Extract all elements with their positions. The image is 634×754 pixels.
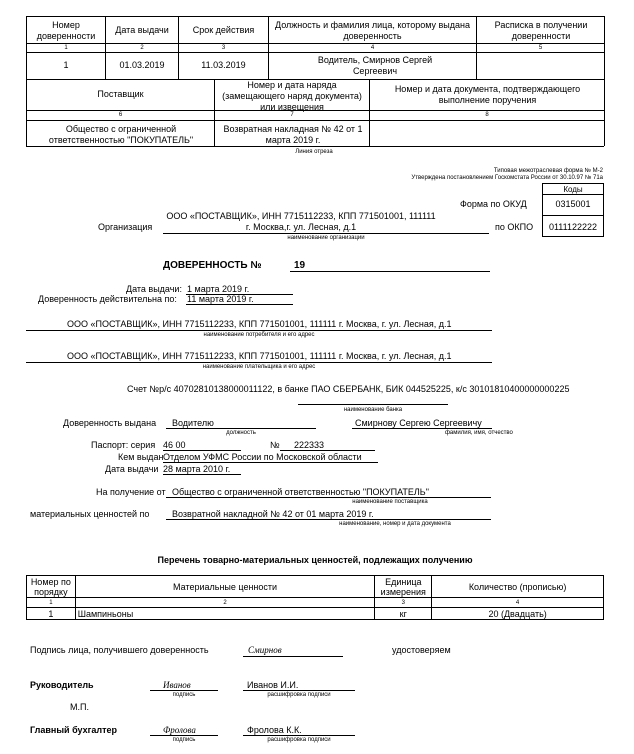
spine-num: 4 [370, 45, 375, 51]
certify-label: удостоверяем [392, 645, 451, 655]
table-header: Номер по порядку [27, 576, 76, 598]
okud-value: 0315001 [555, 199, 591, 209]
spine-header-number: Номер доверенности [36, 20, 96, 41]
spine-row-valid-until: 11.03.2019 [201, 60, 246, 70]
spine-row-order: Возвратная накладная № 42 от 1 марта 2019 г. [223, 124, 363, 145]
passport-series: 46 00 [163, 440, 186, 450]
head-name: Иванов И.И. [247, 680, 299, 690]
head-label: Руководитель [30, 680, 94, 690]
spine-row-number: 1 [63, 60, 69, 70]
spine-num: 5 [538, 45, 543, 51]
values-label: материальных ценностей по [30, 509, 150, 519]
payer-caption: наименование плательщика и его адрес [202, 364, 316, 370]
consumer-caption: наименование потребителя и его адрес [203, 332, 315, 338]
table-header: Единица измерения [375, 576, 432, 598]
passport-number: 222333 [294, 440, 325, 450]
org-caption: наименование организации [287, 235, 365, 241]
spine-header-issue-date: Дата выдачи [115, 25, 169, 35]
spine-header-valid-until: Срок действия [192, 25, 255, 35]
okud-label: Форма по ОКУД [460, 199, 527, 209]
issued-by-label: Кем выдан [118, 452, 164, 462]
doc-caption: наименование, номер и дата документа [339, 521, 451, 527]
issue-date-value: 1 марта 2019 г. [187, 284, 250, 294]
issue-date-label: Дата выдачи: [126, 284, 182, 294]
table-header: Количество (прописью) [432, 576, 604, 598]
issued-to-label: Доверенность выдана [63, 418, 157, 428]
head-sign-caption: подпись [172, 692, 196, 698]
okpo-value: 0111122222 [548, 222, 598, 232]
org-value: ООО «ПОСТАВЩИК», ИНН 7715112233, КПП 771501001, 111111 г. Москва,г. ул. Лесная, д.1 [166, 211, 436, 232]
table-col-num: 3 [375, 598, 432, 608]
passport-date-value: 28 марта 2010 г. [163, 464, 231, 474]
accountant-sign-caption: подпись [172, 737, 196, 743]
accountant-name: Фролова К.К. [247, 725, 302, 735]
spine-header-confirm: Номер и дата документа, подтверждающего выполнение поручения [394, 84, 581, 105]
spine-header-order: Номер и дата наряда (замещающего наряд документа) или извещения [222, 80, 362, 112]
receive-from-label: На получение от [96, 487, 166, 497]
item-unit: кг [375, 608, 432, 620]
table-col-num: 4 [432, 598, 604, 608]
spine-num: 8 [485, 112, 489, 118]
valid-label: Доверенность действительна по: [38, 294, 177, 304]
doc-title: ДОВЕРЕННОСТЬ № [163, 260, 262, 271]
okpo-label: по ОКПО [495, 222, 534, 232]
doc-number: 19 [294, 260, 306, 271]
values-doc: Возвратной накладной № 42 от 01 марта 2019 г. [172, 509, 374, 519]
spine-num: 7 [290, 112, 294, 118]
spine-num: 1 [64, 45, 68, 51]
head-decode-caption: расшифровка подписи [267, 692, 331, 698]
form-standard-line1: Типовая межотраслевая форма № М-2 [493, 168, 603, 174]
position-value: Водителю [172, 418, 214, 428]
stamp-place: М.П. [70, 702, 89, 712]
spine-row-supplier: Общество с ограниченной ответственностью "ПОКУПАТЕЛЬ" [48, 124, 194, 145]
position-caption: должность [226, 430, 256, 436]
person-value: Смирнову Сергею Сергеевичу [355, 418, 482, 428]
spine-row-person: Водитель, Смирнов Сергей Сергеевич [317, 55, 433, 76]
table-header: Материальные ценности [75, 576, 375, 598]
cut-line-label: Линия отреза [295, 149, 333, 155]
payer-value: ООО «ПОСТАВЩИК», ИНН 7715112233, КПП 771501001, 111111 г. Москва, г. ул. Лесная, д.1 [67, 351, 452, 361]
person-caption: фамилия, имя, отчество [445, 430, 513, 436]
head-signature: Иванов [163, 680, 191, 690]
item-no: 1 [27, 608, 76, 620]
codes-label: Коды [563, 185, 583, 194]
consumer-value: ООО «ПОСТАВЩИК», ИНН 7715112233, КПП 771501001, 111111 г. Москва, г. ул. Лесная, д.1 [67, 319, 452, 329]
spine-header-receipt: Расписка в получении доверенности [494, 20, 588, 41]
spine-num: 2 [140, 45, 144, 51]
accountant-decode-caption: расшифровка подписи [267, 737, 331, 743]
issued-by-value: Отделом УФМС России по Московской области [163, 452, 362, 462]
passport-no-label: № [270, 440, 280, 450]
org-label: Организация [98, 222, 153, 232]
spine-row-issue-date: 01.03.2019 [119, 60, 165, 70]
table-row [27, 608, 604, 620]
table-col-num: 2 [75, 598, 375, 608]
spine-header-supplier: Поставщик [97, 89, 144, 99]
spine-header-person: Должность и фамилия лица, которому выдана доверенность [275, 20, 470, 41]
form-standard-line2: Утверждена постановлением Госкомстата России от 30.10.97 № 71а [411, 175, 603, 181]
items-table [26, 575, 604, 620]
list-title: Перечень товарно-материальных ценностей, подлежащих получению [157, 555, 473, 565]
passport-label: Паспорт: серия [91, 440, 156, 450]
valid-value: 11 марта 2019 г. [187, 294, 254, 304]
recipient-signature: Смирнов [248, 645, 282, 655]
supplier-caption: наименование поставщика [352, 499, 428, 505]
recipient-sign-label: Подпись лица, получившего доверенность [30, 645, 209, 655]
receive-from-value: Общество с ограниченной ответственностью "ПОКУПАТЕЛЬ" [172, 487, 429, 497]
accountant-signature: Фролова [163, 725, 196, 735]
bank-caption: наименование банка [343, 407, 403, 413]
item-qty: 20 (Двадцать) [432, 608, 604, 620]
spine-num: 3 [221, 45, 226, 51]
item-name: Шампиньоны [75, 608, 375, 620]
account-value: Счет №р/с 40702810138000011122, в банке ПАО СБЕРБАНК, БИК 044525225, к/с 30101810400000000225 [127, 384, 570, 394]
table-col-num: 1 [27, 598, 76, 608]
accountant-label: Главный бухгалтер [30, 725, 118, 735]
passport-date-label: Дата выдачи [105, 464, 159, 474]
spine-num: 6 [118, 112, 123, 118]
